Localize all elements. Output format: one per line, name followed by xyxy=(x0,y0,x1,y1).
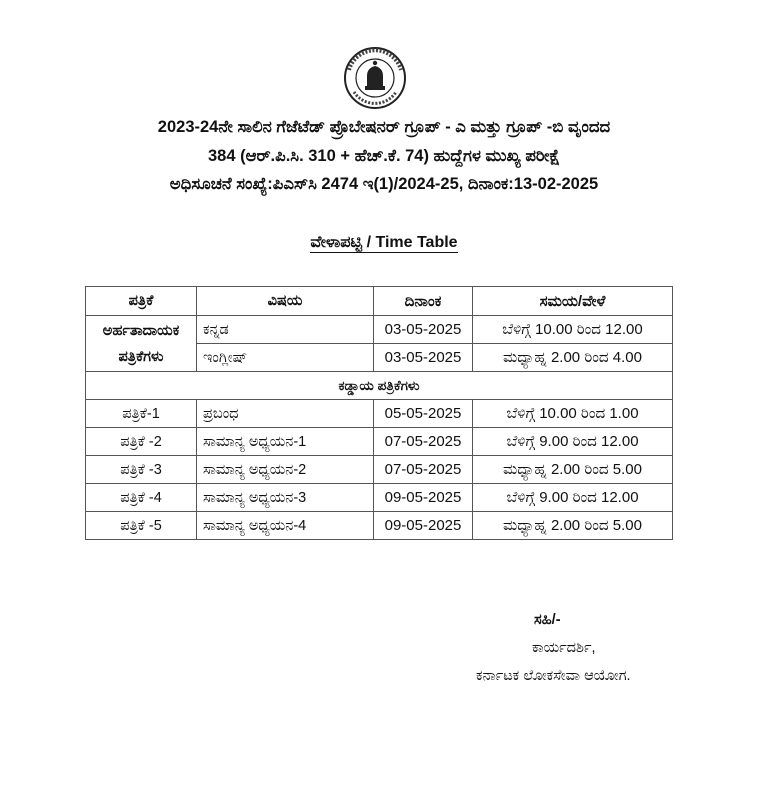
date-cell: 03-05-2025 xyxy=(374,316,473,344)
table-row xyxy=(86,456,673,484)
subject-cell: ಕನ್ನಡ xyxy=(197,316,374,344)
kpsc-emblem-icon xyxy=(343,46,407,110)
header-subject: ವಿಷಯ xyxy=(197,287,374,316)
date-cell: 07-05-2025 xyxy=(374,428,473,456)
notification-number: ಅಧಿಸೂಚನೆ ಸಂಖ್ಯೆ:ಪಿಎಸ್‌ಸಿ 2474 ಇ(1)/2024-25, ದಿನಾಂಕ:13-02-2025 xyxy=(169,175,599,193)
table-row xyxy=(86,428,673,456)
exam-title-line-2: 384 (ಆರ್.ಪಿ.ಸಿ. 310 + ಹೆಚ್.ಕೆ. 74) ಹುದ್ದೆಗಳ ಮುಖ್ಯ ಪರೀಕ್ಷೆ xyxy=(207,147,561,165)
time-cell: ಬೆಳಿಗ್ಗೆ 9.00 ರಿಂದ 12.00 xyxy=(473,428,673,456)
exam-title-line-1: 2023-24ನೇ ಸಾಲಿನ ಗೆಜೆಟೆಡ್ ಪ್ರೊಬೇಷನರ್ ಗ್ರೂಪ್ - ಎ ಮತ್ತು ಗ್ರೂಪ್ -ಬಿ ವೃಂದದ xyxy=(157,118,611,136)
timetable-heading-text: ವೇಳಾಪಟ್ಟಿ / Time Table xyxy=(310,234,458,251)
date-cell: 05-05-2025 xyxy=(374,400,473,428)
paper-cell: ಪತ್ರಿಕೆ-1 xyxy=(86,400,197,428)
compulsory-papers-label: ಕಡ್ಡಾಯ ಪತ್ರಿಕೆಗಳು xyxy=(86,372,673,400)
date-cell: 09-05-2025 xyxy=(374,512,473,540)
subject-cell: ಪ್ರಬಂಧ xyxy=(197,400,374,428)
date-cell: 09-05-2025 xyxy=(374,484,473,512)
subject-cell: ಸಾಮಾನ್ಯ ಅಧ್ಯಯನ-2 xyxy=(197,456,374,484)
table-row xyxy=(86,512,673,540)
table-header-row xyxy=(86,287,673,316)
subject-cell: ಇಂಗ್ಲೀಷ್ xyxy=(197,344,374,372)
table-row xyxy=(86,400,673,428)
subject-cell: ಸಾಮಾನ್ಯ ಅಧ್ಯಯನ-3 xyxy=(197,484,374,512)
subject-cell: ಸಾಮಾನ್ಯ ಅಧ್ಯಯನ-1 xyxy=(197,428,374,456)
paper-cell: ಪತ್ರಿಕೆ -3 xyxy=(86,456,197,484)
header-time: ಸಮಯ/ವೇಳೆ xyxy=(473,287,673,316)
time-cell: ಮಧ್ಯಾಹ್ನ 2.00 ರಿಂದ 4.00 xyxy=(473,344,673,372)
date-cell: 03-05-2025 xyxy=(374,344,473,372)
time-cell: ಬೆಳಿಗ್ಗೆ 10.00 ರಿಂದ 12.00 xyxy=(473,316,673,344)
qualifying-label-line-2: ಪತ್ರಿಕೆಗಳು xyxy=(118,348,164,365)
table-row xyxy=(86,484,673,512)
time-cell: ಬೆಳಿಗ್ಗೆ 10.00 ರಿಂದ 1.00 xyxy=(473,400,673,428)
paper-cell: ಪತ್ರಿಕೆ -4 xyxy=(86,484,197,512)
time-cell: ಮಧ್ಯಾಹ್ನ 2.00 ರಿಂದ 5.00 xyxy=(473,456,673,484)
subject-cell: ಸಾಮಾನ್ಯ ಅಧ್ಯಯನ-4 xyxy=(197,512,374,540)
timetable-heading xyxy=(0,234,768,252)
table-row xyxy=(86,316,673,344)
time-cell: ಬೆಳಿಗ್ಗೆ 9.00 ರಿಂದ 12.00 xyxy=(473,484,673,512)
paper-cell: ಪತ್ರಿಕೆ -2 xyxy=(86,428,197,456)
qualifying-papers-label xyxy=(86,316,197,372)
signature-mark: ಸಹಿ/- xyxy=(534,612,561,628)
qualifying-label-line-1: ಅರ್ಹತಾದಾಯಕ xyxy=(102,322,180,339)
signatory-organization: ಕರ್ನಾಟಕ ಲೋಕಸೇವಾ ಆಯೋಗ. xyxy=(476,668,631,684)
signatory-designation: ಕಾರ್ಯದರ್ಶಿ, xyxy=(532,640,596,656)
time-cell: ಮಧ್ಯಾಹ್ನ 2.00 ರಿಂದ 5.00 xyxy=(473,512,673,540)
section-row xyxy=(86,372,673,400)
date-cell: 07-05-2025 xyxy=(374,456,473,484)
header-date: ದಿನಾಂಕ xyxy=(374,287,473,316)
timetable xyxy=(85,286,673,540)
header-paper: ಪತ್ರಿಕೆ xyxy=(86,287,197,316)
paper-cell: ಪತ್ರಿಕೆ -5 xyxy=(86,512,197,540)
